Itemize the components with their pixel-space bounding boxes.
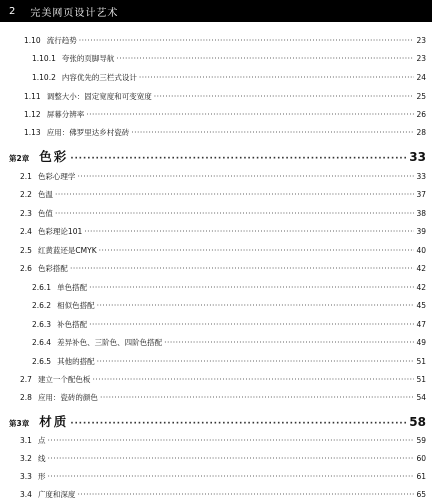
header-page-number: 2 bbox=[9, 5, 16, 17]
toc-chapter-row bbox=[0, 147, 432, 165]
toc-entry-title: 流行趋势 bbox=[46, 36, 77, 45]
toc-dot-leader bbox=[99, 246, 415, 255]
toc-dot-leader bbox=[70, 419, 407, 429]
toc-entry-title: 色彩理论101 bbox=[37, 227, 83, 236]
toc-entry-number: 3.4 bbox=[20, 490, 32, 499]
toc-entry-title: 内容优先的三栏式设计 bbox=[61, 73, 137, 82]
toc-entry-number: 1.12 bbox=[24, 110, 41, 119]
toc-dot-leader bbox=[55, 209, 415, 218]
toc-entry-page: 65 bbox=[416, 490, 426, 499]
toc-entry-number: 3.3 bbox=[20, 472, 32, 481]
toc-entry-title: 色彩搭配 bbox=[37, 264, 68, 273]
toc-dot-leader bbox=[86, 110, 414, 119]
toc-entry-title: 补色搭配 bbox=[57, 320, 88, 329]
toc-entry-title: 屏幕分辨率 bbox=[46, 110, 85, 119]
toc-entry-title: 差异补色、三阶色、四阶色搭配 bbox=[57, 338, 163, 347]
toc-entry-number: 1.10 bbox=[24, 36, 41, 45]
toc-chapter-row bbox=[0, 412, 432, 430]
toc-entry-page: 49 bbox=[416, 338, 426, 347]
toc-entry-title: 相似色搭配 bbox=[57, 301, 95, 310]
toc-entry-title: 夸张的页脚导航 bbox=[61, 54, 115, 63]
toc-section-row bbox=[0, 337, 432, 348]
toc-dot-leader bbox=[79, 36, 415, 45]
toc-entry-title: 应用：佛罗里达乡村瓷砖 bbox=[46, 128, 130, 137]
toc-dot-leader bbox=[154, 92, 415, 101]
toc-dot-leader bbox=[77, 172, 414, 181]
toc-entry-number: 2.6.3 bbox=[32, 320, 52, 329]
toc-section-row bbox=[0, 263, 432, 274]
toc-entry-page: 33 bbox=[409, 150, 426, 164]
toc-entry-page: 61 bbox=[416, 472, 426, 481]
toc-dot-leader bbox=[89, 283, 414, 292]
toc-entry-page: 38 bbox=[416, 209, 426, 218]
toc-dot-leader bbox=[55, 190, 415, 199]
toc-dot-leader bbox=[100, 393, 415, 402]
toc-section-row bbox=[0, 109, 432, 120]
toc-dot-leader bbox=[92, 375, 414, 384]
toc-entry-page: 28 bbox=[416, 128, 426, 137]
toc-entry-title: 线 bbox=[37, 454, 46, 463]
toc-section-row bbox=[0, 300, 432, 311]
toc-entry-number: 1.10.2 bbox=[32, 73, 56, 82]
toc-entry-page: 51 bbox=[416, 357, 426, 366]
toc-entry-number: 2.8 bbox=[20, 393, 32, 402]
toc-entry-number: 2.7 bbox=[20, 375, 32, 384]
toc-dot-leader bbox=[139, 73, 415, 82]
toc-dot-leader bbox=[89, 320, 414, 329]
toc-entry-number: 2.6.2 bbox=[32, 301, 52, 310]
toc-section-row bbox=[0, 171, 432, 182]
toc-entry-title: 色彩 bbox=[39, 149, 69, 164]
toc-entry-title: 单色搭配 bbox=[57, 283, 88, 292]
header-book-title: 完美网页设计艺术 bbox=[30, 7, 119, 19]
toc-entry-number: 1.10.1 bbox=[32, 54, 56, 63]
toc-entry-page: 59 bbox=[416, 436, 426, 445]
toc-entry-page: 40 bbox=[416, 246, 426, 255]
toc-dot-leader bbox=[47, 436, 414, 445]
toc-entry-title: 红黄蓝还是CMYK bbox=[37, 246, 97, 255]
toc-section-row bbox=[0, 189, 432, 200]
toc-entry-number: 3.2 bbox=[20, 454, 32, 463]
toc-entry-number: 1.11 bbox=[24, 92, 41, 101]
toc-section-row bbox=[0, 319, 432, 330]
toc-entry-number: 2.6.4 bbox=[32, 338, 52, 347]
toc-section-row bbox=[0, 35, 432, 46]
toc-entry-number: 2.1 bbox=[20, 172, 32, 181]
toc-entry-number: 3.1 bbox=[20, 436, 32, 445]
toc-section-row bbox=[0, 392, 432, 403]
running-header bbox=[0, 0, 432, 22]
toc-dot-leader bbox=[97, 357, 415, 366]
toc-dot-leader bbox=[116, 54, 414, 63]
toc-entry-title: 形 bbox=[37, 472, 46, 481]
toc-entry-number: 2.3 bbox=[20, 209, 32, 218]
toc-section-row bbox=[0, 226, 432, 237]
toc-dot-leader bbox=[47, 472, 414, 481]
toc-section-row bbox=[0, 453, 432, 464]
toc-entry-page: 42 bbox=[416, 283, 426, 292]
toc-entry-page: 25 bbox=[416, 92, 426, 101]
toc-dot-leader bbox=[77, 490, 414, 499]
toc-section-row bbox=[0, 471, 432, 482]
toc-entry-page: 45 bbox=[416, 301, 426, 310]
toc-entry-page: 23 bbox=[416, 54, 426, 63]
toc-dot-leader bbox=[97, 301, 415, 310]
toc-dot-leader bbox=[70, 264, 415, 273]
toc-entry-title: 点 bbox=[37, 436, 46, 445]
toc-section-row bbox=[0, 489, 432, 500]
toc-entry-title: 应用：瓷砖的颜色 bbox=[37, 393, 98, 402]
toc-entry-title: 色温 bbox=[37, 190, 53, 199]
toc-entry-page: 47 bbox=[416, 320, 426, 329]
toc-dot-leader bbox=[84, 227, 414, 236]
toc-section-row bbox=[0, 91, 432, 102]
toc-section-row bbox=[0, 72, 432, 83]
toc-section-row bbox=[0, 282, 432, 293]
toc-entry-page: 39 bbox=[416, 227, 426, 236]
toc-section-row bbox=[0, 208, 432, 219]
toc-entry-title: 色彩心理学 bbox=[37, 172, 76, 181]
toc-entry-page: 23 bbox=[416, 36, 426, 45]
toc-entry-page: 54 bbox=[416, 393, 426, 402]
toc-entry-title: 其他的搭配 bbox=[57, 357, 95, 366]
toc-dot-leader bbox=[70, 154, 407, 164]
toc-entry-page: 37 bbox=[416, 190, 426, 199]
toc-entry-number: 第3章 bbox=[9, 419, 30, 428]
toc-entry-title: 色值 bbox=[37, 209, 53, 218]
toc-dot-leader bbox=[131, 128, 414, 137]
toc-section-row bbox=[0, 245, 432, 256]
toc-entry-page: 26 bbox=[416, 110, 426, 119]
toc-entry-number: 1.13 bbox=[24, 128, 41, 137]
toc-entry-page: 51 bbox=[416, 375, 426, 384]
toc-entry-number: 2.2 bbox=[20, 190, 32, 199]
toc-entry-title: 调整大小：固定宽度和可变宽度 bbox=[46, 92, 152, 101]
toc-entry-number: 2.6.1 bbox=[32, 283, 52, 292]
toc-entry-title: 广度和深度 bbox=[37, 490, 76, 499]
toc-entry-number: 2.6.5 bbox=[32, 357, 52, 366]
toc-dot-leader bbox=[47, 454, 414, 463]
toc-entry-number: 第2章 bbox=[9, 154, 30, 163]
toc-section-row bbox=[0, 435, 432, 446]
toc-entry-page: 24 bbox=[416, 73, 426, 82]
toc-dot-leader bbox=[164, 338, 414, 347]
toc-entry-page: 60 bbox=[416, 454, 426, 463]
toc-section-row bbox=[0, 53, 432, 64]
toc-entry-number: 2.6 bbox=[20, 264, 32, 273]
toc-section-row bbox=[0, 127, 432, 138]
toc-entry-number: 2.4 bbox=[20, 227, 32, 236]
toc-entry-page: 58 bbox=[409, 415, 426, 429]
toc-entry-page: 33 bbox=[416, 172, 426, 181]
toc-entry-number: 2.5 bbox=[20, 246, 32, 255]
toc-section-row bbox=[0, 374, 432, 385]
toc-entry-title: 材质 bbox=[39, 414, 69, 429]
toc-section-row bbox=[0, 356, 432, 367]
toc-entry-title: 建立一个配色板 bbox=[37, 375, 91, 384]
toc-entry-page: 42 bbox=[416, 264, 426, 273]
